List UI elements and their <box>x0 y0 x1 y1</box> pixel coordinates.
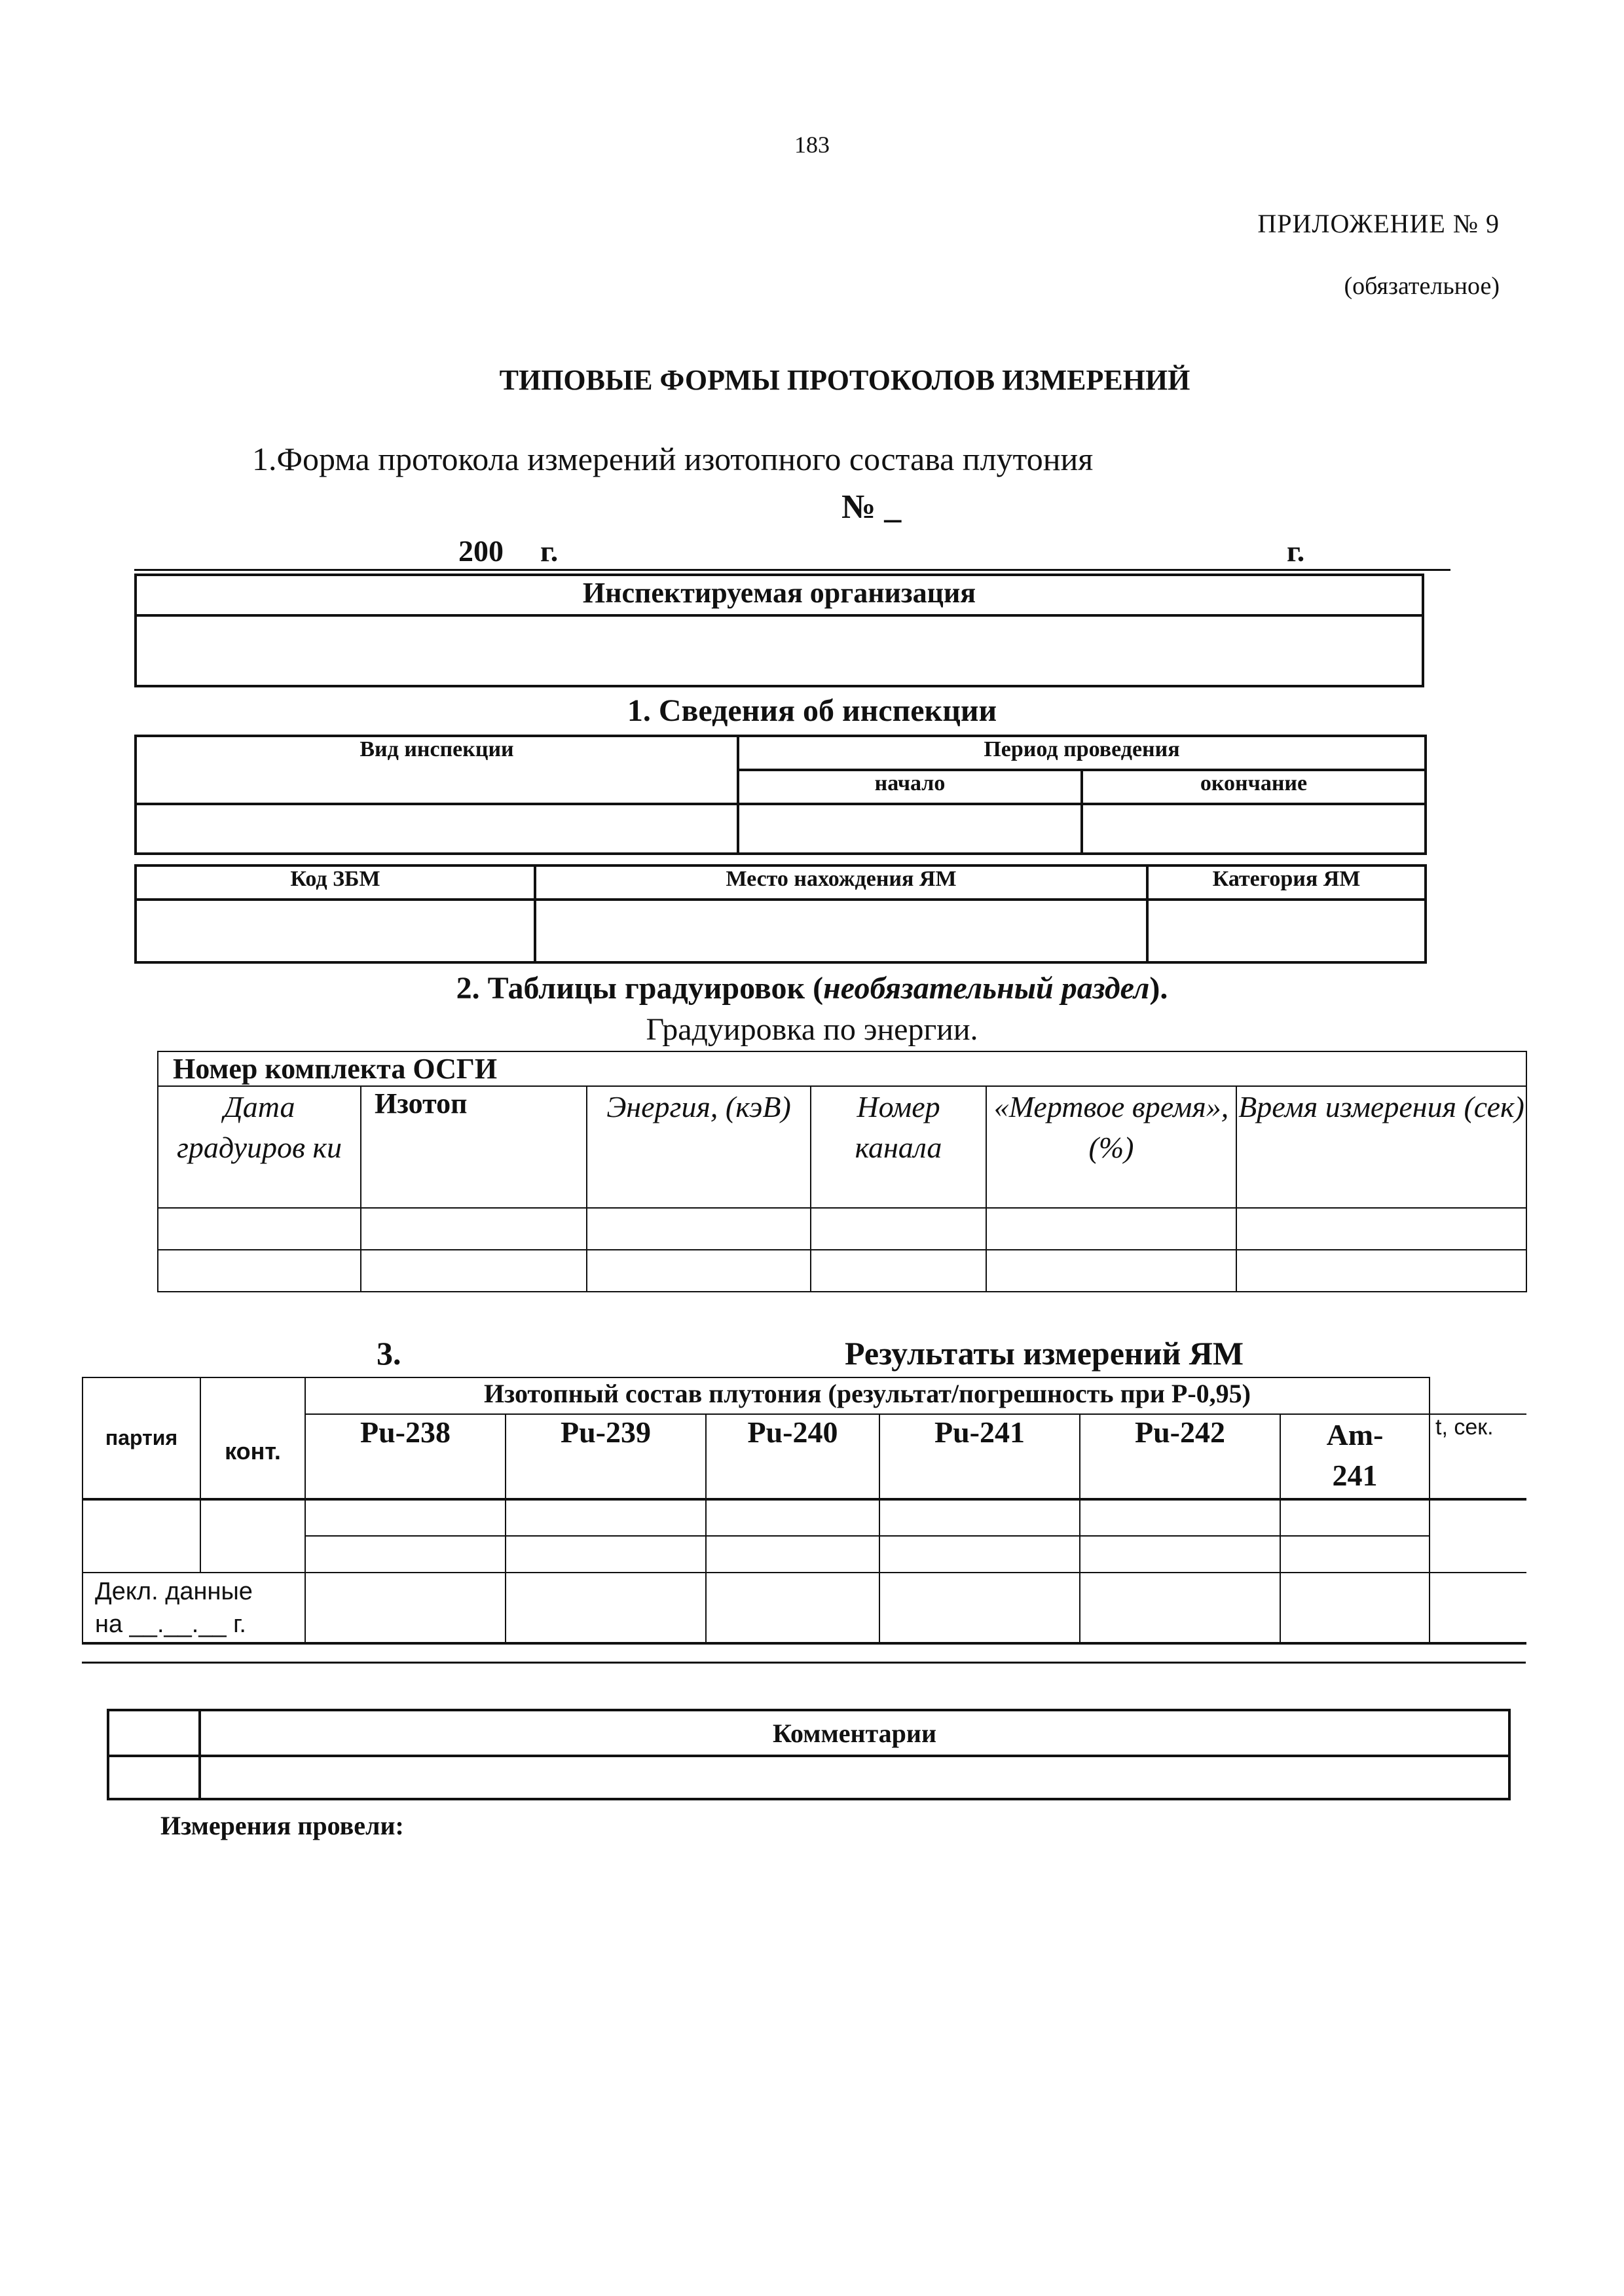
col-measurement-time: Время измерения (сек) <box>1236 1086 1526 1208</box>
declared-time-cell[interactable] <box>1430 1573 1526 1643</box>
measurements-performed-by: Измерения провели: <box>160 1811 404 1840</box>
blank-header-cell <box>1430 1377 1526 1414</box>
period-end-header: окончание <box>1082 770 1426 804</box>
zbm-code-header: Код ЗБМ <box>136 866 535 900</box>
category-cell[interactable] <box>1147 900 1426 962</box>
section2-title <box>354 970 1270 1006</box>
col-dead-time: «Мертвое время», (%) <box>986 1086 1236 1208</box>
calibration-table <box>157 1051 1527 1292</box>
appendix-note: (обязательное) <box>1344 272 1500 300</box>
comments-table <box>107 1709 1511 1800</box>
result-cell[interactable] <box>1280 1499 1430 1536</box>
results-table <box>82 1377 1526 1645</box>
error-cell[interactable] <box>1280 1536 1430 1573</box>
inspection-type-header: Вид инспекции <box>136 736 738 804</box>
location-table <box>134 864 1427 964</box>
col-channel-number: Номер канала <box>811 1086 986 1208</box>
time-cell[interactable] <box>1430 1499 1526 1573</box>
comments-header: Комментарии <box>200 1710 1509 1756</box>
col-pu239: Pu-239 <box>506 1414 706 1499</box>
section1-title: 1. Сведения об инспекции <box>627 693 997 728</box>
comments-index-cell[interactable] <box>108 1756 200 1799</box>
period-end-cell[interactable] <box>1082 804 1426 854</box>
comments-index-cell <box>108 1710 200 1756</box>
declared-cell[interactable] <box>506 1573 706 1643</box>
calibration-cell[interactable] <box>361 1208 587 1250</box>
main-title: ТИПОВЫЕ ФОРМЫ ПРОТОКОЛОВ ИЗМЕРЕНИЙ <box>499 364 1190 396</box>
declared-data-line1: Декл. данные <box>95 1577 253 1605</box>
col-pu240: Pu-240 <box>706 1414 879 1499</box>
date-year: 200 <box>458 534 504 568</box>
appendix-title: ПРИЛОЖЕНИЕ № 9 <box>1257 209 1500 238</box>
comments-cell[interactable] <box>200 1756 1509 1799</box>
col-am241: Am-241 <box>1280 1414 1430 1499</box>
error-cell[interactable] <box>506 1536 706 1573</box>
page-number: 183 <box>794 132 830 158</box>
org-cell[interactable] <box>136 615 1423 686</box>
error-cell[interactable] <box>879 1536 1080 1573</box>
period-header: Период проведения <box>738 736 1426 770</box>
col-party: партия <box>83 1377 200 1499</box>
col-pu238: Pu-238 <box>305 1414 506 1499</box>
calibration-cell[interactable] <box>158 1208 361 1250</box>
calibration-cell[interactable] <box>361 1250 587 1292</box>
declared-data-line2: на __.__.__ г. <box>95 1610 246 1638</box>
declared-cell[interactable] <box>305 1573 506 1643</box>
date-line <box>134 534 1450 571</box>
section2-title-italic: необязательный раздел <box>823 971 1150 1006</box>
result-cell[interactable] <box>1080 1499 1280 1536</box>
section3-number: 3. <box>377 1335 401 1372</box>
col-pu241: Pu-241 <box>879 1414 1080 1499</box>
result-cell[interactable] <box>506 1499 706 1536</box>
section2-title-end: ). <box>1149 971 1168 1006</box>
col-time: t, сек. <box>1430 1414 1526 1499</box>
org-table <box>134 574 1424 687</box>
result-cell[interactable] <box>879 1499 1080 1536</box>
result-cell[interactable] <box>706 1499 879 1536</box>
col-energy: Энергия, (кэВ) <box>587 1086 811 1208</box>
container-cell[interactable] <box>200 1499 305 1573</box>
col-pu242: Pu-242 <box>1080 1414 1280 1499</box>
calibration-cell[interactable] <box>1236 1250 1526 1292</box>
date-year-suffix: г. <box>540 534 559 568</box>
col-container: конт. <box>200 1377 305 1499</box>
zbm-code-cell[interactable] <box>136 900 535 962</box>
osgi-kit-label: Номер комплекта ОСГИ <box>158 1051 1526 1086</box>
declared-cell[interactable] <box>1080 1573 1280 1643</box>
form-title: 1.Форма протокола измерений изотопного состава плутония <box>252 441 1094 477</box>
party-cell[interactable] <box>83 1499 200 1573</box>
calibration-cell[interactable] <box>158 1250 361 1292</box>
location-header: Место нахождения ЯМ <box>535 866 1147 900</box>
inspection-table <box>134 735 1427 855</box>
col-isotope: Изотоп <box>361 1086 587 1208</box>
location-cell[interactable] <box>535 900 1147 962</box>
period-start-cell[interactable] <box>738 804 1082 854</box>
declared-cell[interactable] <box>706 1573 879 1643</box>
error-cell[interactable] <box>1080 1536 1280 1573</box>
period-start-header: начало <box>738 770 1082 804</box>
declared-data-label <box>83 1573 305 1643</box>
calibration-cell[interactable] <box>811 1208 986 1250</box>
col-calibration-date: Дата градуиров ки <box>158 1086 361 1208</box>
result-cell[interactable] <box>305 1499 506 1536</box>
declared-cell[interactable] <box>1280 1573 1430 1643</box>
results-table-underline <box>82 1662 1526 1664</box>
org-header: Инспектируемая организация <box>136 575 1423 615</box>
calibration-cell[interactable] <box>587 1208 811 1250</box>
calibration-cell[interactable] <box>1236 1208 1526 1250</box>
date-city-suffix: г. <box>1287 534 1305 568</box>
category-header: Категория ЯМ <box>1147 866 1426 900</box>
calibration-cell[interactable] <box>587 1250 811 1292</box>
section2-subtitle: Градуировка по энергии. <box>646 1012 978 1047</box>
section3-title: Результаты измерений ЯМ <box>845 1335 1244 1372</box>
isotope-group-header: Изотопный состав плутония (результат/погрешность при Р-0,95) <box>305 1377 1430 1414</box>
inspection-type-cell[interactable] <box>136 804 738 854</box>
protocol-number: № _ <box>841 488 902 526</box>
calibration-cell[interactable] <box>986 1208 1236 1250</box>
section2-title-plain: 2. Таблицы градуировок ( <box>456 971 824 1006</box>
error-cell[interactable] <box>305 1536 506 1573</box>
declared-cell[interactable] <box>879 1573 1080 1643</box>
calibration-cell[interactable] <box>986 1250 1236 1292</box>
error-cell[interactable] <box>706 1536 879 1573</box>
calibration-cell[interactable] <box>811 1250 986 1292</box>
